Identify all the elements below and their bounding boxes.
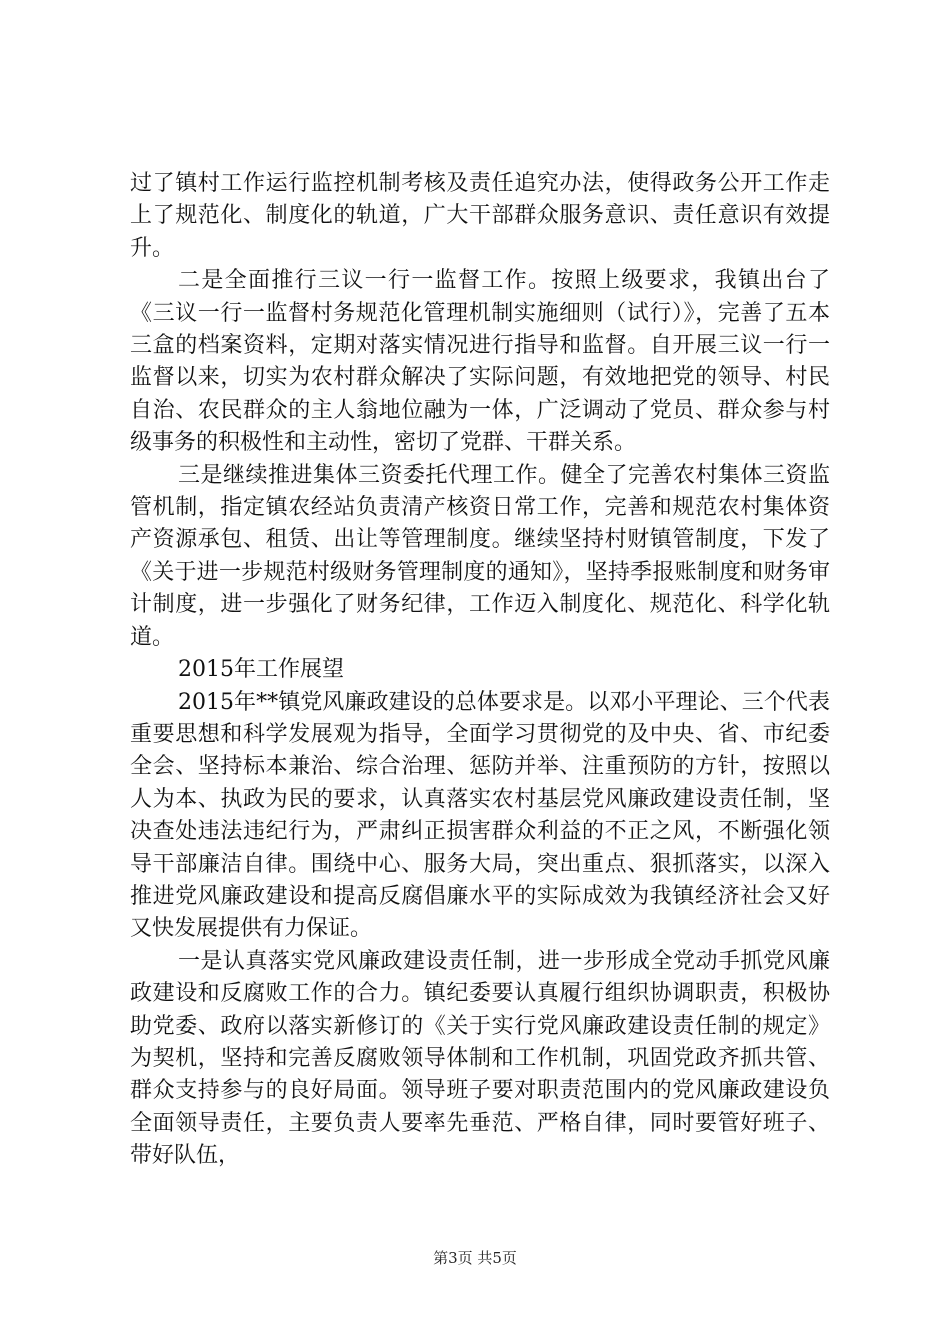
section-heading: 2015年工作展望	[178, 657, 344, 683]
paragraph-requirements: 2015年**镇党风廉政建设的总体要求是。以邓小平理论、三个代表重要思想和科学发展观为指导，全面学习贯彻党的及中央、省、市纪委全会、坚持标本兼治、综合治理、惩防并举、注重预防的方针，按照以人为本、执政为民的要求，认真落实农村基层党风廉政建设责任制，坚决查处违法违纪行为，严肃纠正损害群众利益的不正之风，不断强化领导干部廉洁自律。围绕中心、服务大局，突出重点、狠抓落实，以深入推进党风廉政建设和提高反腐倡廉水平的实际成效为我镇经济社会又好又快发展提供有力保证。	[130, 689, 830, 942]
page-number-footer: 第3页 共5页	[433, 1249, 517, 1267]
paragraph-item-three: 三是继续推进集体三资委托代理工作。健全了完善农村集体三资监管机制，指定镇农经站负责清产核资日常工作，完善和规范农村集体资产资源承包、租赁、出让等管理制度。继续坚持村财镇管制度，下发了《关于进一步规范村级财务管理制度的通知》，坚持季报账制度和财务审计制度，进一步强化了财务纪律，工作迈入制度化、规范化、科学化轨道。	[130, 462, 830, 650]
document-body	[130, 168, 830, 1173]
paragraph-continuation: 过了镇村工作运行监控机制考核及责任追究办法，使得政务公开工作走上了规范化、制度化的轨道，广大干部群众服务意识、责任意识有效提升。	[130, 171, 830, 261]
paragraph-item-two: 二是全面推行三议一行一监督工作。按照上级要求，我镇出台了《三议一行一监督村务规范化管理机制实施细则（试行）》，完善了五本三盒的档案资料，定期对落实情况进行指导和监督。自开展三议一行一监督以来，切实为农村群众解决了实际问题，有效地把党的领导、村民自治、农民群众的主人翁地位融为一体，广泛调动了党员、群众参与村级事务的积极性和主动性，密切了党群、干群关系。	[130, 268, 830, 456]
paragraph-item-one: 一是认真落实党风廉政建设责任制，进一步形成全党动手抓党风廉政建设和反腐败工作的合力。镇纪委要认真履行组织协调职责，积极协助党委、政府以落实新修订的《关于实行党风廉政建设责任制的规定》为契机，坚持和完善反腐败领导体制和工作机制，巩固党政齐抓共管、群众支持参与的良好局面。领导班子要对职责范围内的党风廉政建设负全面领导责任，主要负责人要率先垂范、严格自律，同时要管好班子、带好队伍，	[130, 948, 830, 1169]
